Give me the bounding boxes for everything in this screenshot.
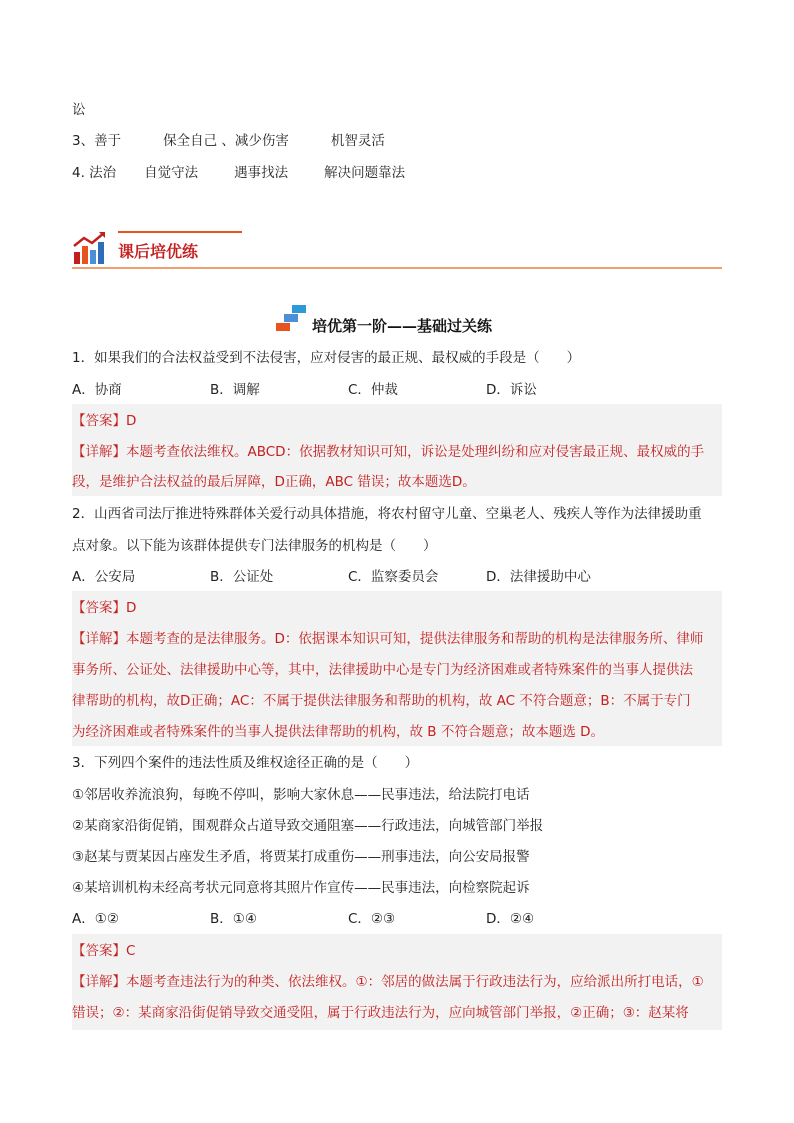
q2-option-a: A．公安局 bbox=[72, 569, 136, 585]
key-point-phrase: 机智灵活 bbox=[330, 133, 385, 149]
answer-value: D bbox=[126, 413, 137, 429]
question-3-stem: 3．下列四个案件的违法性质及维权途径正确的是（ ） bbox=[72, 755, 419, 771]
q2-detail-line: 事务所、公证处、法律援助中心等，其中，法律援助中心是专门为经济困难或者特殊案件的当事人提供法 bbox=[72, 662, 693, 678]
section-title: 课后培优练 bbox=[118, 242, 199, 261]
stairs-icon bbox=[276, 305, 308, 333]
q2-detail-line: 律帮助的机构，故D正确；AC：不属于提供法律服务和帮助的机构，故 AC 不符合题意；B：不属于专门 bbox=[72, 693, 691, 709]
key-point-line-4 bbox=[72, 163, 405, 183]
detail-label: 【详解】 bbox=[72, 974, 126, 990]
q3-option-d: D．②④ bbox=[486, 911, 535, 927]
q1-option-c: C．仲裁 bbox=[348, 382, 398, 398]
q2-option-b: B．公证处 bbox=[210, 569, 274, 585]
question-1-stem: 1．如果我们的合法权益受到不法侵害，应对侵害的最正规、最权威的手段是（ ） bbox=[72, 350, 581, 366]
question-2-stem: 点对象。以下能为该群体提供专门法律服务的机构是（ ） bbox=[72, 538, 437, 554]
q1-detail-line: 段，是维护合法权益的最后屏障，D正确，ABC 错误；故本题选D。 bbox=[72, 474, 476, 490]
question-2-stem: 2．山西省司法厅推进特殊群体关爱行动具体措施，将农村留守儿童、空巢老人、残疾人等作为法律援助重 bbox=[72, 506, 702, 522]
q3-option-c: C．②③ bbox=[348, 911, 396, 927]
q2-answer bbox=[72, 598, 136, 618]
q2-detail-line: 为经济困难或者特殊案件的当事人提供法律帮助的机构，故 B 不符合题意；故本题选 D。 bbox=[72, 724, 605, 740]
q2-option-c: C．监察委员会 bbox=[348, 569, 439, 585]
detail-text: 本题考查依法维权。ABCD：依据教材知识可知，诉讼是处理纠纷和应对侵害最正规、最权威的手 bbox=[126, 444, 705, 460]
subsection-title: 培优第一阶——基础过关练 bbox=[312, 317, 493, 335]
answer-label: 【答案】 bbox=[72, 600, 126, 616]
section-header bbox=[72, 226, 722, 270]
q1-option-d: D．诉讼 bbox=[486, 382, 537, 398]
q3-item: ④某培训机构未经高考状元同意将其照片作宣传——民事违法，向检察院起诉 bbox=[72, 880, 530, 896]
q2-option-d: D．法律援助中心 bbox=[486, 569, 591, 585]
header-rule bbox=[72, 267, 722, 269]
q1-answer bbox=[72, 411, 136, 431]
key-point-phrase: 自觉守法 bbox=[144, 165, 199, 181]
header-top-line bbox=[118, 231, 242, 233]
q3-detail-line bbox=[72, 972, 704, 992]
detail-text: 本题考查违法行为的种类、依法维权。①：邻居的做法属于行政违法行为，应给派出所打电话，① bbox=[126, 974, 704, 990]
q3-item: ②某商家沿街促销，围观群众占道导致交通阻塞——行政违法，向城管部门举报 bbox=[72, 818, 544, 834]
q3-option-a: A．①② bbox=[72, 911, 119, 927]
key-point-label: 4. 法治 bbox=[72, 165, 117, 181]
key-point-phrase: 遇事找法 bbox=[234, 165, 289, 181]
key-point-phrase: 解决问题靠法 bbox=[324, 165, 406, 181]
q1-option-b: B．调解 bbox=[210, 382, 260, 398]
growth-chart-icon bbox=[72, 230, 108, 266]
key-point-label: 3、善于 bbox=[72, 133, 122, 149]
key-point-phrase: 保全自己 、减少伤害 bbox=[163, 133, 289, 149]
q1-option-a: A．协商 bbox=[72, 382, 122, 398]
answer-value: C bbox=[126, 943, 136, 959]
q3-item: ①邻居收养流浪狗，每晚不停叫，影响大家休息——民事违法，给法院打电话 bbox=[72, 787, 530, 803]
q3-item: ③赵某与贾某因占座发生矛盾，将贾某打成重伤——刑事违法，向公安局报警 bbox=[72, 849, 530, 865]
answer-value: D bbox=[126, 600, 137, 616]
answer-label: 【答案】 bbox=[72, 943, 126, 959]
detail-text: 本题考查的是法律服务。D：依据课本知识可知，提供法律服务和帮助的机构是法律服务所、律师 bbox=[126, 631, 704, 647]
q3-option-b: B．①④ bbox=[210, 911, 257, 927]
answer-label: 【答案】 bbox=[72, 413, 126, 429]
q1-detail-line bbox=[72, 442, 704, 462]
detail-label: 【详解】 bbox=[72, 444, 126, 460]
q3-detail-line: 错误；②：某商家沿街促销导致交通受阻，属于行政违法行为，应向城管部门举报，②正确；③：赵某将 bbox=[72, 1005, 689, 1021]
q2-detail-line bbox=[72, 629, 703, 649]
q3-answer bbox=[72, 941, 135, 961]
detail-label: 【详解】 bbox=[72, 631, 126, 647]
key-point-line-3 bbox=[72, 131, 385, 151]
continuation-text: 讼 bbox=[72, 102, 86, 118]
